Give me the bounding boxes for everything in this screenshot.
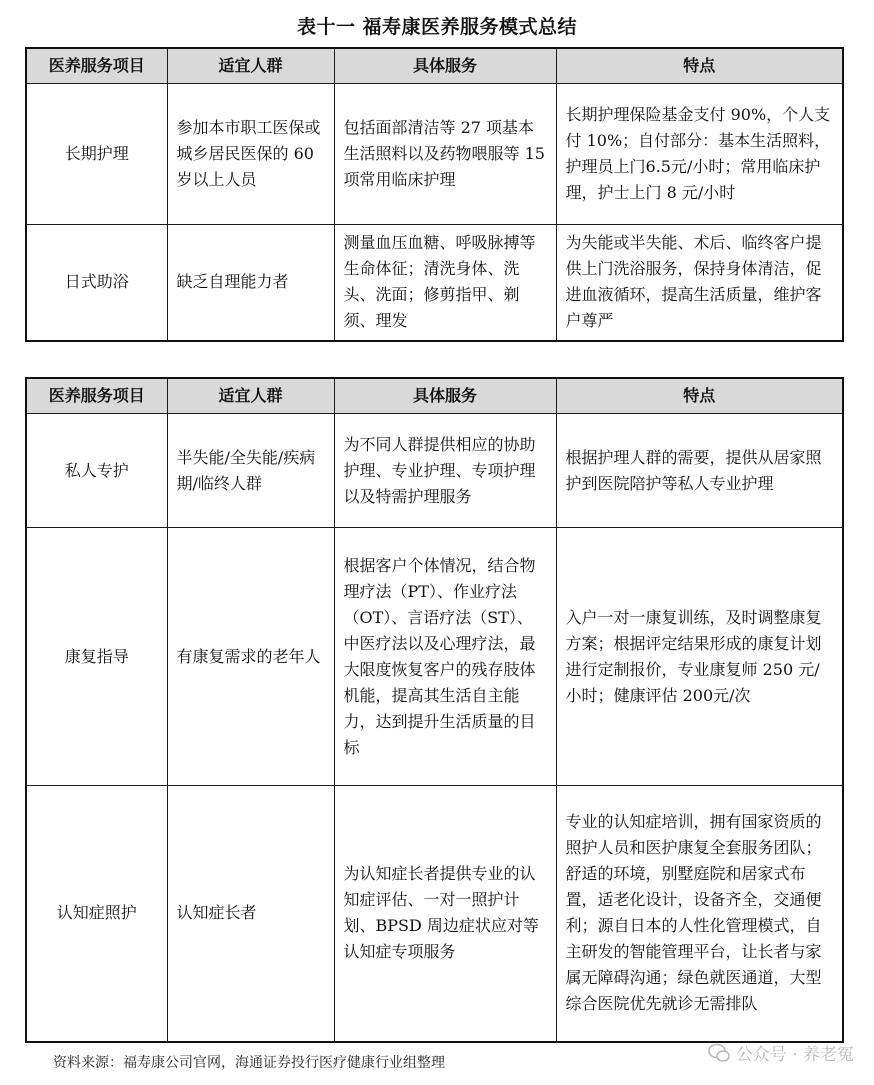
table-header-row xyxy=(26,48,843,84)
table-title: 表十一 福寿康医养服务模式总结 xyxy=(296,16,578,38)
cell-item: 长期护理 xyxy=(26,84,167,225)
header-group: 适宜人群 xyxy=(167,378,334,414)
cell-service: 测量血压血糖、呼吸脉搏等生命体征；清洗身体、洗头、洗面；修剪指甲、剃须、理发 xyxy=(334,225,556,341)
cell-feature: 入户一对一康复训练，及时调整康复方案；根据评定结果形成的康复计划进行定制报价，专业康复师 250 元/小时；健康评估 200元/次 xyxy=(556,528,843,786)
table-row xyxy=(26,786,843,1042)
header-item: 医养服务项目 xyxy=(26,48,167,84)
cell-item: 认知症照护 xyxy=(26,786,167,1042)
cell-feature: 专业的认知症培训，拥有国家资质的照护人员和医护康复全套服务团队；舒适的环境，别墅庭院和居家式布置，适老化设计，设备齐全，交通便利；源自日本的人性化管理模式，自主研发的智能管理平台，让长者与家属无障碍沟通；绿色就医通道，大型综合医院优先就诊无需排队 xyxy=(556,786,843,1042)
watermark-text: 公众号 · 养老冤 xyxy=(735,1045,854,1065)
header-service: 具体服务 xyxy=(334,378,556,414)
cell-feature: 根据护理人群的需要，提供从居家照护到医院陪护等私人专业护理 xyxy=(556,414,843,528)
cell-feature: 为失能或半失能、术后、临终客户提供上门洗浴服务，保持身体清洁，促进血液循环，提高生活质量，维护客户尊严 xyxy=(556,225,843,341)
table-row xyxy=(26,414,843,528)
source-note: 资料来源：福寿康公司官网，海通证券投行医疗健康行业组整理 xyxy=(53,1055,445,1071)
table-row xyxy=(26,225,843,341)
cell-service: 根据客户个体情况，结合物理疗法（PT）、作业疗法（OT）、言语疗法（ST）、中医疗法以及心理疗法，最大限度恢复客户的残存肢体机能，提高其生活自主能力，达到提升生活质量的目标 xyxy=(334,528,556,786)
cell-service: 包括面部清洁等 27 项基本生活照料以及药物喂服等 15 项常用临床护理 xyxy=(334,84,556,225)
table-row xyxy=(26,84,843,225)
header-feature: 特点 xyxy=(556,378,843,414)
cell-group: 有康复需求的老年人 xyxy=(167,528,334,786)
header-feature: 特点 xyxy=(556,48,843,84)
wechat-icon xyxy=(708,1043,730,1063)
cell-item: 私人专护 xyxy=(26,414,167,528)
cell-group: 缺乏自理能力者 xyxy=(167,225,334,341)
cell-item: 康复指导 xyxy=(26,528,167,786)
header-group: 适宜人群 xyxy=(167,48,334,84)
table-header-row xyxy=(26,378,843,414)
cell-group: 认知症长者 xyxy=(167,786,334,1042)
table-row xyxy=(26,528,843,786)
header-item: 医养服务项目 xyxy=(26,378,167,414)
header-service: 具体服务 xyxy=(334,48,556,84)
service-table-1 xyxy=(25,47,844,342)
cell-feature: 长期护理保险基金支付 90%，个人支付 10%；自付部分：基本生活照料，护理员上门6.5元/小时；常用临床护理，护士上门 8 元/小时 xyxy=(556,84,843,225)
cell-item: 日式助浴 xyxy=(26,225,167,341)
service-table-2 xyxy=(25,377,844,1043)
cell-group: 参加本市职工医保或城乡居民医保的 60 岁以上人员 xyxy=(167,84,334,225)
cell-group: 半失能/全失能/疾病期/临终人群 xyxy=(167,414,334,528)
cell-service: 为认知症长者提供专业的认知症评估、一对一照护计划、BPSD 周边症状应对等认知症专项服务 xyxy=(334,786,556,1042)
cell-service: 为不同人群提供相应的协助护理、专业护理、专项护理以及特需护理服务 xyxy=(334,414,556,528)
watermark xyxy=(708,1040,854,1065)
